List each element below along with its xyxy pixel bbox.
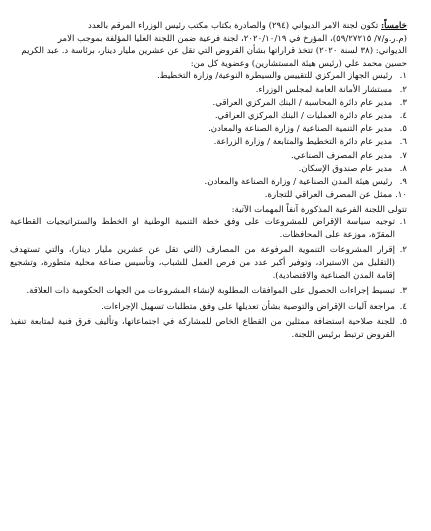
member-item: ٤. مدير عام دائرة العمليات / البنك المركزي العراقي.: [214, 110, 407, 121]
member-item: ٩. رئيس هيئة المدن الصناعية / وزارة الصناعة والمعادن.: [204, 176, 407, 187]
member-item: ١٠. ممثل عن المصرف العراقي للتجارة.: [264, 190, 407, 201]
section-label: خامساً:: [381, 21, 407, 31]
task-item: ٤. مراجعة آليات الإقراض والتوصية بشأن تعديلها على وفق متطلبات تسهيل الإجراءات.: [101, 301, 407, 312]
member-item: ٢. مستشار الأمانة العامة لمجلس الوزراء.: [255, 84, 407, 95]
member-item: ٥. مدير عام التنمية الصناعية / وزارة الصناعة والمعادن.: [208, 124, 407, 135]
intro-line-1: [10, 20, 407, 33]
task-item: ٥. للجنة صلاحية استضافة ممثلين من القطاع الخاص للمشاركة في اجتماعاتها، وتأليف فرق فنية لمتابعة تنفيذ القروض ترتبط برئيس اللجنة.: [10, 317, 407, 340]
member-item: ٦. مدير عام دائرة التخطيط والمتابعة / وزارة الزراعة.: [213, 137, 407, 148]
intro-paragraph: [10, 20, 407, 70]
member-item: ٣. مدير عام دائرة المحاسبة / البنك المركزي العراقي.: [212, 97, 407, 108]
member-item: ١. رئيس الجهاز المركزي للتقييس والسيطرة النوعية/ وزارة التخطيط.: [156, 71, 407, 82]
intro-line-1-text: تكون لجنة الامر الديواني (٢٩٤) والصادرة بكتاب مكتب رئيس الوزراء المرقم بالعدد: [88, 21, 379, 31]
members-list: [10, 70, 407, 201]
intro-line-3: الديواني: (٣٨ لسنة ٢٠٢٠) تتخذ قراراتها بشأن القروض التي تقل عن عشرين مليار دينار، برئاسة د. عبد الكريم: [21, 46, 407, 57]
task-item: ١. توجيه سياسة الإقراض للمشروعات على وفق خطة التنمية الوطنية او الخطط والستراتيجيات القطاعية المقرّة، موزعة على المحافظات.: [10, 217, 407, 240]
tasks-heading: تتولى اللجنة الفرعية المذكورة آنفاً المهمات الآتية:: [231, 204, 407, 215]
member-item: ٨. مدير عام صندوق الإسكان.: [298, 163, 407, 174]
member-item: ٧. مدير عام المصرف الصناعي.: [290, 150, 407, 161]
task-item: ٣. تبسيط إجراءات الحصول على الموافقات المطلوبة لإنشاء المشروعات من الجهات الحكومية ذات العلاقة.: [26, 286, 407, 297]
task-item: ٢. إقرار المشروعات التنموية المرفوعة من المصارف (التي تقل عن عشرين مليار دينار)، والتي تستهدف (التقليل من الاستيراد، وتوفير أكبر عدد من فرص العمل للشباب، وتأسيس صناعة محلية متطورة، وتشجيع إقامة المدن الصناعية والاقتصادية).: [10, 245, 407, 281]
intro-line-4: حسين محمد علي (رئيس هيئة المستشارين) وعضوية كل من:: [190, 58, 407, 69]
tasks-list: [10, 216, 407, 341]
intro-line-2: (م.ر.و/٧/ ٥٩/٢٧٢١٥)، المؤرخ في ٢٠٢٠/١٠/١٩، لجنة فرعية ضمن اللجنة العليا المؤلفة بموجب الامر: [57, 33, 407, 44]
